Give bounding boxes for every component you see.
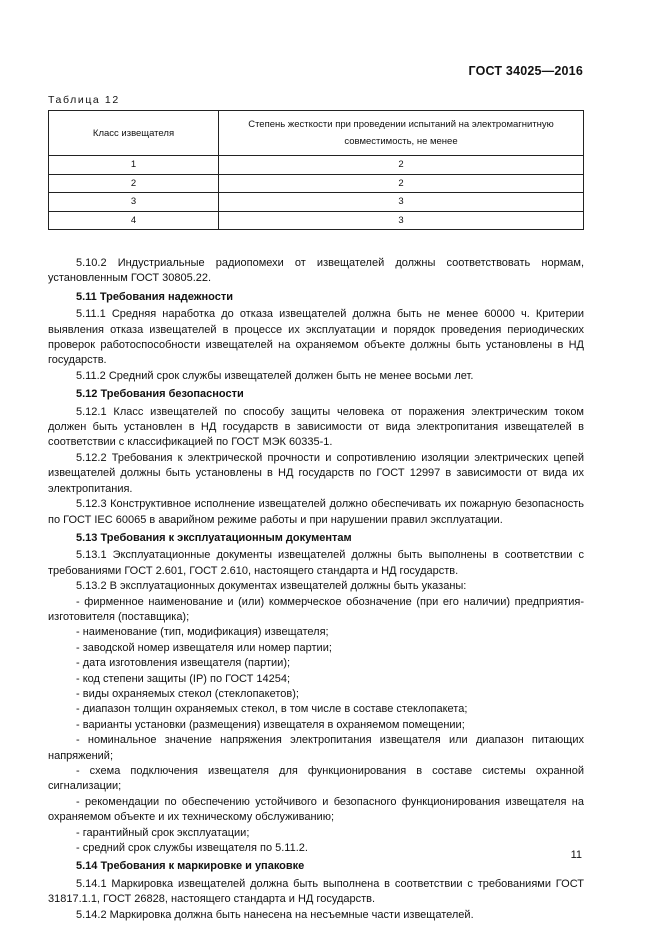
paragraph-5-12-2: 5.12.2 Требования к электрической прочности и сопротивлению изоляции электрических цепей извещателей должны быть установлены в НД государств по ГОСТ 12997 в зависимости от вида их электропитания.	[48, 451, 584, 495]
list-item: - варианты установки (размещения) извещателя в охраняемом помещении;	[76, 718, 465, 731]
document-id: ГОСТ 34025—2016	[468, 64, 583, 78]
table-cell: 3	[219, 193, 584, 212]
paragraph-5-14-2: 5.14.2 Маркировка должна быть нанесена на несъемные части извещателей.	[76, 908, 474, 921]
list-item: - заводской номер извещателя или номер партии;	[76, 641, 332, 654]
table-row	[49, 174, 584, 193]
column-header-class: Класс извещателя	[49, 111, 219, 156]
table-row	[49, 156, 584, 175]
requirements-table	[48, 110, 584, 230]
table-cell: 1	[49, 156, 219, 175]
table-header-row	[49, 111, 584, 156]
list-item: - код степени защиты (IP) по ГОСТ 14254;	[76, 672, 291, 685]
paragraph-5-10-2: 5.10.2 Индустриальные радиопомехи от извещателей должны соответствовать нормам, установленным ГОСТ 30805.22.	[48, 257, 584, 285]
document-body	[48, 256, 584, 923]
table-cell: 2	[219, 156, 584, 175]
list-item: - диапазон толщин охраняемых стекол, в том числе в составе стеклопакета;	[76, 703, 468, 716]
table-cell: 3	[219, 211, 584, 230]
section-heading-5-11: 5.11 Требования надежности	[76, 290, 233, 303]
column-header-emc-level: Степень жесткости при проведении испытаний на электромагнитную совместимость, не менее	[219, 111, 584, 156]
table-cell: 2	[219, 174, 584, 193]
table-caption: Таблица 12	[48, 94, 120, 106]
list-item: - рекомендации по обеспечению устойчивого и безопасного функционирования извещателя на охраняемом объекте и их техническому обслуживанию;	[48, 795, 584, 824]
section-heading-5-13: 5.13 Требования к эксплуатационным документам	[76, 531, 352, 544]
table-cell: 2	[49, 174, 219, 193]
section-heading-5-14: 5.14 Требования к маркировке и упаковке	[76, 860, 305, 873]
section-heading-5-12: 5.12 Требования безопасности	[76, 388, 244, 401]
paragraph-5-11-2: 5.11.2 Средний срок службы извещателей должен быть не менее восьми лет.	[76, 369, 474, 382]
table-row	[49, 193, 584, 212]
paragraph-5-12-1: 5.12.1 Класс извещателей по способу защиты человека от поражения электрическим током должен быть установлен в НД государств в зависимости от вида электропитания извещателей в соответствии с классификацией по ГОСТ МЭК 60335-1.	[48, 405, 584, 449]
table-cell: 3	[49, 193, 219, 212]
page-number: 11	[570, 849, 582, 861]
list-item: - номинальное значение напряжения электропитания извещателя или диапазон питающих напряжений;	[48, 734, 584, 762]
list-item: - наименование (тип, модификация) извещателя;	[76, 626, 329, 639]
list-item: - фирменное наименование и (или) коммерческое обозначение (при его наличии) предприятия-изготовителя (поставщика);	[48, 595, 584, 623]
list-item: - виды охраняемых стекол (стеклопакетов);	[76, 687, 299, 700]
table-row	[49, 211, 584, 230]
list-item: - схема подключения извещателя для функционирования в составе системы охранной сигнализации;	[48, 765, 584, 793]
paragraph-5-13-1: 5.13.1 Эксплуатационные документы извещателей должны быть выполнены в соответствии с требованиями ГОСТ 2.601, ГОСТ 2.610, настоящего стандарта и НД государств.	[48, 549, 584, 577]
paragraph-5-12-3: 5.12.3 Конструктивное исполнение извещателей должно обеспечивать их пожарную безопасность по ГОСТ IEC 60065 в аварийном режиме работы и при нарушении правил эксплуатации.	[48, 498, 584, 526]
paragraph-5-14-1: 5.14.1 Маркировка извещателей должна быть выполнена в соответствии с требованиями ГОСТ 31817.1.1, ГОСТ 26828, настоящего стандарта и НД государств.	[48, 877, 584, 906]
paragraph-5-13-2: 5.13.2 В эксплуатационных документах извещателей должны быть указаны:	[76, 580, 467, 593]
table-cell: 4	[49, 211, 219, 230]
list-item: - средний срок службы извещателя по 5.11.2.	[76, 842, 308, 855]
list-item: - гарантийный срок эксплуатации;	[76, 826, 250, 839]
paragraph-5-11-1: 5.11.1 Средняя наработка до отказа извещателей должна быть не менее 60000 ч. Критерии выявления отказа извещателей в процессе их эксплуатации и порядок проведения периодических проверок работоспособности извещателей на охраняемом объекте должны быть установлены в НД государств.	[48, 308, 584, 367]
list-item: - дата изготовления извещателя (партии);	[76, 657, 291, 670]
